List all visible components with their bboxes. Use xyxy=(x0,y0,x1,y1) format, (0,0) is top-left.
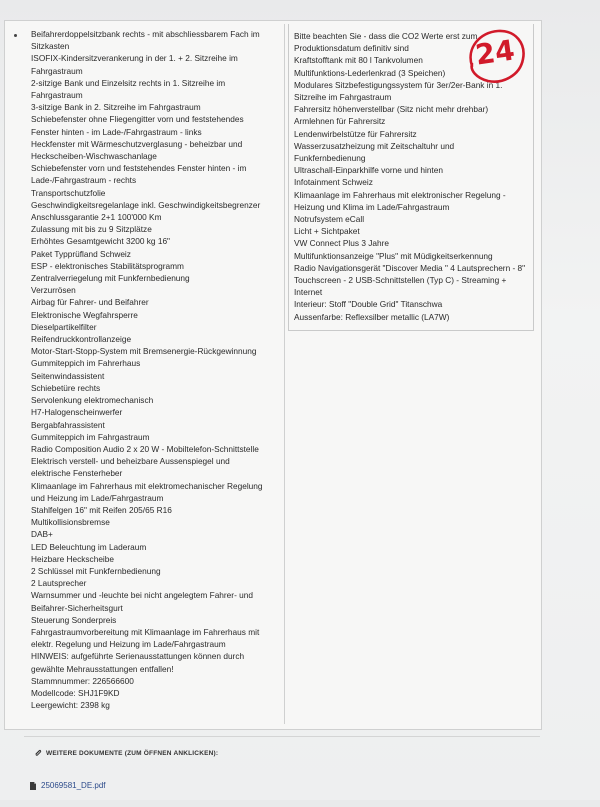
equipment-line: Zentralverriegelung mit Funkfernbedienung xyxy=(31,273,190,284)
equipment-line: Transportschutzfolie xyxy=(31,187,106,198)
equipment-line: Aussenfarbe: Reflexsilber metallic (LA7W) xyxy=(294,311,450,322)
equipment-line: Lendenwirbelstütze für Fahrersitz xyxy=(294,128,417,139)
equipment-line: Motor-Start-Stopp-System mit Bremsenergie-Rückgewinnung xyxy=(31,346,257,357)
equipment-line: Dieselpartikelfilter xyxy=(31,321,97,332)
equipment-line: Bitte beachten Sie - dass die CO2 Werte erst zum xyxy=(294,31,478,41)
equipment-line: Schiebetüre rechts xyxy=(31,382,101,393)
equipment-line: Kraftstofftank mit 80 l Tankvolumen xyxy=(294,55,423,66)
equipment-line: Seitenwindassistent xyxy=(31,370,105,381)
equipment-line: Warnsummer und -leuchte bei nicht angelegtem Fahrer- und xyxy=(31,590,253,601)
equipment-line: Notrufsystem eCall xyxy=(294,214,365,225)
equipment-line: Heckscheiben-Wischwaschanlage xyxy=(31,151,157,162)
equipment-line: Wasserzusatzheizung mit Zeitschaltuhr und xyxy=(294,140,455,151)
equipment-line: Multikollisionsbremse xyxy=(31,517,110,528)
equipment-line: Beifahrerdoppelsitzbank rechts - mit abschliessbarem Fach im xyxy=(31,29,260,39)
handwritten-number-stamp xyxy=(462,26,528,88)
equipment-line: Touchscreen - 2 USB-Schnittstellen (Typ C) - Streaming + xyxy=(294,275,507,286)
equipment-line: Sitzkasten xyxy=(31,41,70,52)
equipment-line: Radio Composition Audio 2 x 20 W - Mobiltelefon-Schnittstelle xyxy=(31,443,259,454)
equipment-line: Steuerung Sonderpreis xyxy=(31,614,117,625)
equipment-line: 2-sitzige Bank und Einzelsitz rechts in 1. Sitzreihe im xyxy=(31,77,226,88)
equipment-line: Internet xyxy=(294,287,323,298)
equipment-line: Geschwindigkeitsregelanlage inkl. Geschwindigkeitsbegrenzer xyxy=(31,199,261,210)
column-divider xyxy=(284,24,285,724)
equipment-line: Heizung und Klima im Lade/Fahrgastraum xyxy=(294,201,450,212)
equipment-line: elektrische Fensterheber xyxy=(31,468,123,479)
equipment-line: Modellcode: SHJ1F9KD xyxy=(31,687,120,698)
equipment-line: Servolenkung elektromechanisch xyxy=(31,395,154,406)
equipment-line: elektr. Regelung und Heizung im Lade/Fahrgastraum xyxy=(31,639,226,650)
equipment-line: Infotainment Schweiz xyxy=(294,177,373,188)
documents-header xyxy=(34,749,218,757)
equipment-line: Fahrersitz höhenverstellbar (Sitz nicht mehr drehbar) xyxy=(294,104,489,115)
equipment-line: Fenster hinten - im Lade-/Fahrgastraum - links xyxy=(31,126,202,137)
equipment-line: ESP - elektronisches Stabilitätsprogramm xyxy=(31,260,184,271)
equipment-line: Elektrisch verstell- und beheizbare Aussenspiegel und xyxy=(31,456,230,467)
equipment-line: HINWEIS: aufgeführte Serienausstattungen können durch xyxy=(31,651,245,662)
equipment-line: Verzurrösen xyxy=(31,285,76,296)
equipment-line: Sitzreihe im Fahrgastraum xyxy=(294,92,392,103)
equipment-line: Paket Typprüfland Schweiz xyxy=(31,248,131,259)
equipment-line: Stahlfelgen 16" mit Reifen 205/65 R16 xyxy=(31,504,172,515)
bullet-dot xyxy=(14,34,17,37)
left-equipment-list xyxy=(31,28,281,711)
equipment-line: VW Connect Plus 3 Jahre xyxy=(294,238,389,249)
documents-header-label: WEITERE DOKUMENTE (ZUM ÖFFNEN ANKLICKEN): xyxy=(46,749,219,757)
equipment-line: Heizbare Heckscheibe xyxy=(31,553,115,564)
equipment-line: 2 Schlüssel mit Funkfernbedienung xyxy=(31,565,161,576)
equipment-line: gewählte Mehrausstattungen entfallen! xyxy=(31,663,174,674)
equipment-line: Beifahrer-Sicherheitsgurt xyxy=(31,602,123,613)
equipment-line: LED Beleuchtung im Laderaum xyxy=(31,541,147,552)
equipment-line: Produktionsdatum definitiv sind xyxy=(294,43,409,54)
paperclip-icon xyxy=(34,749,42,757)
equipment-line: Stammnummer: 226566600 xyxy=(31,675,134,686)
document-link-label[interactable]: 25069581_DE.pdf xyxy=(41,781,106,790)
document-link[interactable] xyxy=(30,781,106,790)
equipment-line: DAB+ xyxy=(31,529,53,540)
equipment-line: Gummiteppich im Fahrerhaus xyxy=(31,358,141,369)
equipment-line: und Heizung im Lade/Fahrgastraum xyxy=(31,492,164,503)
equipment-line: Heckfenster mit Wärmeschutzverglasung - beheizbar und xyxy=(31,138,243,149)
equipment-line: Ultraschall-Einparkhilfe vorne und hinten xyxy=(294,165,443,176)
equipment-line: Funkfernbedienung xyxy=(294,153,366,164)
equipment-line: Fahrgastraumvorbereitung mit Klimaanlage im Fahrerhaus mit xyxy=(31,626,260,637)
equipment-line: Klimaanlage im Fahrerhaus mit elektromechanischer Regelung xyxy=(31,480,263,491)
equipment-line: Airbag für Fahrer- und Beifahrer xyxy=(31,297,149,308)
equipment-line: Lade-/Fahrgastraum - rechts xyxy=(31,175,137,186)
equipment-line: Bergabfahrassistent xyxy=(31,419,105,430)
equipment-line: H7-Halogenscheinwerfer xyxy=(31,407,123,418)
equipment-line: Klimaanlage im Fahrerhaus mit elektronischer Regelung - xyxy=(294,189,506,200)
equipment-line: Fahrgastraum xyxy=(31,65,83,76)
equipment-line: Elektronische Wegfahrsperre xyxy=(31,309,138,320)
equipment-line: Multifunktions-Lederlenkrad (3 Speichen) xyxy=(294,67,446,78)
equipment-line: Anschlussgarantie 2+1 100'000 Km xyxy=(31,212,162,223)
equipment-line: 3-sitzige Bank in 2. Sitzreihe im Fahrgastraum xyxy=(31,102,201,113)
equipment-line: Leergewicht: 2398 kg xyxy=(31,700,110,711)
equipment-line: Fahrgastraum xyxy=(31,90,83,101)
equipment-line: Multifunktionsanzeige "Plus" mit Müdigkeitserkennung xyxy=(294,250,493,261)
equipment-line: Modulares Sitzbefestigungssystem für 3er/2er-Bank in 1. xyxy=(294,79,503,90)
equipment-line: Schiebefenster ohne Fliegengitter vorn und feststehendes xyxy=(31,114,244,125)
equipment-line: Armlehnen für Fahrersitz xyxy=(294,116,386,127)
equipment-line: Gummiteppich im Fahrgastraum xyxy=(31,431,150,442)
equipment-line: Zulassung mit bis zu 9 Sitzplätze xyxy=(31,224,152,235)
equipment-line: Erhöhtes Gesamtgewicht 3200 kg 16" xyxy=(31,236,171,247)
pdf-file-icon xyxy=(30,782,36,790)
equipment-line: Radio Navigationsgerät "Discover Media " 4 Lautsprechern - 8" xyxy=(294,262,526,273)
documents-panel xyxy=(24,736,540,807)
equipment-line: Reifendruckkontrollanzeige xyxy=(31,334,132,345)
equipment-line: ISOFIX-Kindersitzverankerung in der 1. + 2. Sitzreihe im xyxy=(31,53,238,64)
equipment-line: Schiebefenster vorn und feststehendes Fenster hinten - im xyxy=(31,163,247,174)
equipment-line: Licht + Sichtpaket xyxy=(294,226,360,237)
equipment-line: Interieur: Stoff "Double Grid" Titanschwa xyxy=(294,299,443,310)
equipment-line: 2 Lautsprecher xyxy=(31,578,87,589)
stamp-number: 24 xyxy=(473,33,517,72)
